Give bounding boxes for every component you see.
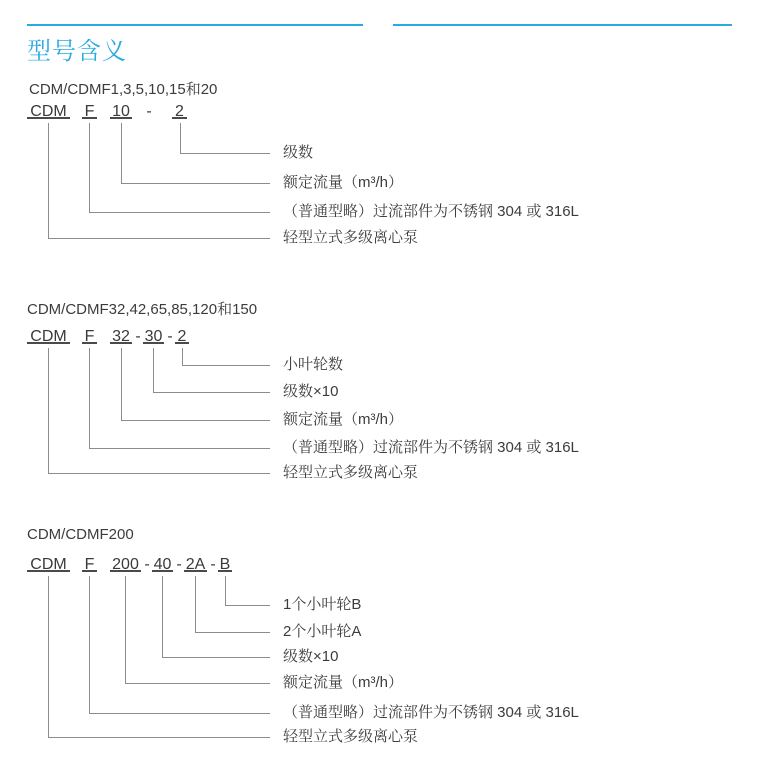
- connector-line: [182, 365, 270, 366]
- connector-line: [89, 576, 90, 713]
- diagram1-label-flow: 额定流量（m³/h）: [283, 174, 404, 191]
- diagram1-code-stages: 2: [172, 104, 187, 119]
- diagram1-subtitle: CDM/CDMF1,3,5,10,15和20: [29, 81, 218, 98]
- diagram3-code-stages: 40: [153, 556, 172, 573]
- diagram3-code-material: F: [82, 557, 97, 572]
- connector-line: [48, 737, 270, 738]
- diagram3-code-series: CDM: [27, 557, 70, 572]
- diagram3-label-series: 轻型立式多级离心泵: [283, 728, 419, 745]
- diagram1-code-series: CDM: [27, 104, 70, 119]
- diagram1-code-flow: 10: [110, 104, 132, 119]
- diagram3-code-impeller-a: 2A: [185, 556, 206, 573]
- diagram2-code-flow: 32: [110, 329, 132, 344]
- diagram3-code-hyphen: -: [144, 556, 150, 573]
- diagram2-label-small-impellers: 小叶轮数: [283, 356, 344, 373]
- connector-line: [153, 348, 154, 392]
- diagram1-label-stages: 级数: [283, 144, 314, 161]
- connector-line: [121, 348, 122, 420]
- diagram2-subtitle: CDM/CDMF32,42,65,85,120和150: [27, 301, 258, 318]
- diagram1-label-series: 轻型立式多级离心泵: [283, 229, 419, 246]
- connector-line: [48, 576, 49, 737]
- diagram2-code-impellers: 2: [175, 329, 189, 344]
- connector-line: [121, 123, 122, 183]
- diagram2-label-flow: 额定流量（m³/h）: [283, 411, 404, 428]
- connector-line: [121, 183, 270, 184]
- diagram3-label-stages: 级数×10: [283, 648, 339, 665]
- diagram2-code-series: CDM: [27, 329, 70, 344]
- diagram3-code-impeller-b: B: [219, 556, 231, 573]
- diagram3-label-material: （普通型略）过流部件为不锈钢 304 或 316L: [283, 704, 579, 721]
- connector-line: [153, 392, 270, 393]
- connector-line: [195, 576, 196, 632]
- diagram3-subtitle: CDM/CDMF200: [27, 526, 134, 543]
- page-title: 型号含义: [27, 38, 127, 65]
- diagram2-code-material: F: [82, 329, 97, 344]
- diagram2-label-stages: 级数×10: [283, 383, 339, 400]
- diagram2-code-stages: 30: [144, 328, 163, 345]
- diagram3-code-flow: 200: [110, 557, 141, 572]
- connector-line: [89, 348, 90, 448]
- diagram2-code-hyphen: -: [167, 328, 173, 345]
- diagram3-label-impeller-a: 2个小叶轮A: [283, 623, 362, 640]
- header-rule-left: [27, 24, 363, 26]
- connector-line: [162, 657, 270, 658]
- connector-line: [48, 238, 270, 239]
- connector-line: [48, 348, 49, 473]
- connector-line: [225, 576, 226, 605]
- connector-line: [89, 713, 270, 714]
- connector-line: [125, 576, 126, 683]
- diagram3-code-hyphen: -: [176, 556, 182, 573]
- connector-line: [125, 683, 270, 684]
- connector-line: [89, 448, 270, 449]
- connector-line: [182, 348, 183, 365]
- diagram1-code-material: F: [82, 104, 97, 119]
- connector-line: [225, 605, 270, 606]
- diagram3-label-impeller-b: 1个小叶轮B: [283, 596, 362, 613]
- connector-line: [180, 153, 270, 154]
- header-rule-right: [393, 24, 732, 26]
- diagram1-code-hyphen: -: [146, 103, 152, 120]
- connector-line: [89, 212, 270, 213]
- diagram2-label-series: 轻型立式多级离心泵: [283, 464, 419, 481]
- diagram3-code-hyphen: -: [210, 556, 216, 573]
- diagram3-label-flow: 额定流量（m³/h）: [283, 674, 404, 691]
- connector-line: [180, 123, 181, 153]
- connector-line: [195, 632, 270, 633]
- connector-line: [162, 576, 163, 657]
- connector-line: [121, 420, 270, 421]
- diagram2-code-hyphen: -: [135, 328, 141, 345]
- connector-line: [89, 123, 90, 212]
- connector-line: [48, 123, 49, 238]
- diagram2-label-material: （普通型略）过流部件为不锈钢 304 或 316L: [283, 439, 579, 456]
- diagram1-label-material: （普通型略）过流部件为不锈钢 304 或 316L: [283, 203, 579, 220]
- connector-line: [48, 473, 270, 474]
